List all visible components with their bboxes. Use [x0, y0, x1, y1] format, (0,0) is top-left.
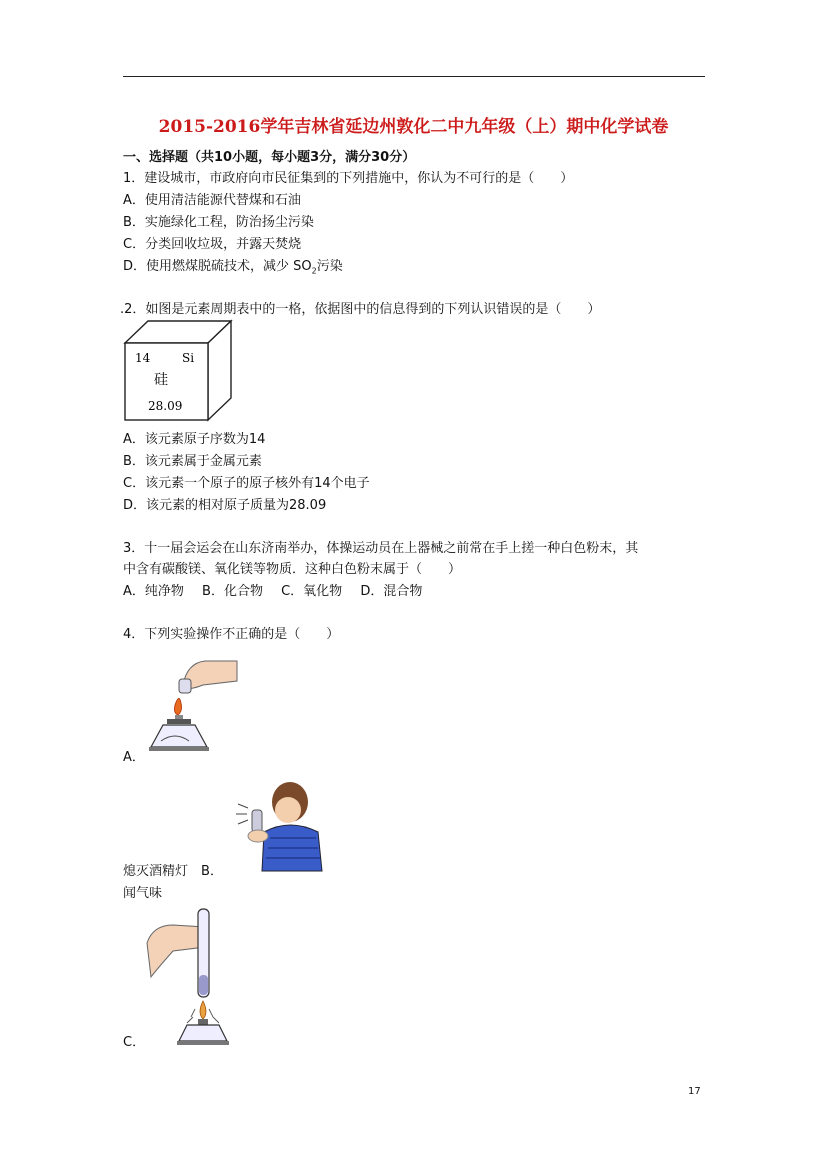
q3-option-b: B．化合物: [202, 584, 263, 599]
q3-option-a: A．纯净物: [123, 584, 184, 599]
q3-options: [123, 580, 436, 599]
q1-option-d: D．使用燃煤脱硫技术，减少 $SO_2$污染: [123, 259, 343, 276]
cell-number: 14: [135, 351, 151, 365]
q3-option-d: D．混合物: [360, 584, 423, 599]
exam-title: 2015-2016学年吉林省延边州敦化二中九年级（上）期中化学试卷: [158, 117, 669, 137]
header-rule: [123, 76, 705, 77]
q3-stem-line2: 中含有碳酸镁、氧化镁等物质．这种白色粉末属于（ ）: [123, 562, 462, 577]
heating-test-tube-figure: [143, 905, 233, 1050]
smelling-gas-figure: [232, 778, 327, 873]
q4-option-c-label: C．: [123, 1035, 146, 1050]
q1-option-b: B．实施绿化工程，防治扬尘污染: [123, 215, 314, 230]
q3-option-c: C．氧化物: [281, 584, 343, 599]
cell-mass: 28.09: [148, 399, 183, 413]
q1-option-a: A．使用清洁能源代替煤和石油: [123, 193, 301, 208]
q4-option-a-caption: 熄灭酒精灯 B．: [123, 864, 223, 879]
cell-symbol: Si: [182, 351, 195, 365]
q4-option-b-caption: 闻气味: [123, 886, 163, 901]
page-number: 17: [688, 1086, 701, 1097]
q1-stem: 1．建设城市，市政府向市民征集到的下列措施中，你认为不可行的是（ ）: [123, 171, 574, 186]
q2-stem: .2．如图是元素周期表中的一格，依据图中的信息得到的下列认识错误的是（ ）: [120, 302, 601, 317]
q2-option-b: B．该元素属于金属元素: [123, 454, 262, 469]
q2-option-d: D．该元素的相对原子质量为28.09: [123, 498, 327, 513]
q4-stem: 4．下列实验操作不正确的是（ ）: [123, 627, 340, 642]
q2-option-a: A．该元素原子序数为14: [123, 432, 266, 447]
q3-stem-line1: 3．十一届会运会在山东济南举办，体操运动员在上器械之前常在手上搓一种白色粉末，其: [123, 541, 639, 556]
periodic-cell-figure: [122, 318, 234, 423]
q2-option-c: C．该元素一个原子的原子核外有14个电子: [123, 476, 370, 491]
alcohol-lamp-cap-figure: [145, 655, 245, 760]
section-heading: 一、选择题（共10小题，每小题3分，满分30分）: [123, 150, 416, 165]
cell-name: 硅: [154, 372, 168, 388]
q4-option-a-label: A．: [123, 750, 145, 765]
q1-option-c: C．分类回收垃圾，并露天焚烧: [123, 237, 302, 252]
